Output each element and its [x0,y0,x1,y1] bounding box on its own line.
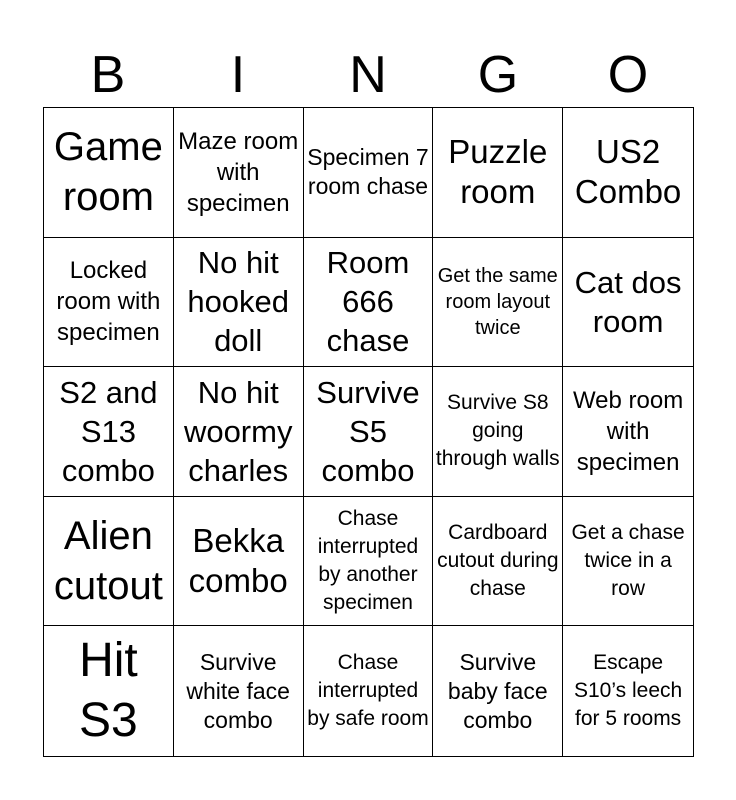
bingo-cell-r2-c5[interactable] [563,238,693,368]
bingo-cell-r1-c1[interactable] [44,108,174,238]
cell-label: Chase interrupted by another specimen [317,507,419,615]
bingo-cell-r3-c5[interactable] [563,367,693,497]
header-letter-i: I [230,46,246,104]
cell-label: Bekka combo [188,522,288,600]
cell-label: Alien cutout [53,514,163,609]
cell-label: S2 and S13 combo [59,374,158,488]
cell-label: Hit S3 [79,634,138,748]
cell-label: Survive S8 going through walls [435,391,560,471]
bingo-cell-r2-c1[interactable] [44,238,174,368]
bingo-cell-r1-c4[interactable] [433,108,563,238]
header-letter-n: N [349,46,387,104]
cell-label: Survive white face combo [186,648,290,733]
bingo-cell-r2-c2[interactable] [174,238,304,368]
cell-label: Specimen 7 room chase [307,144,429,200]
cell-label: Chase interrupted by safe room [307,651,429,731]
bingo-cell-r1-c3[interactable] [304,108,434,238]
cell-label: US2 Combo [574,133,682,211]
bingo-cell-r5-c5[interactable] [563,626,693,756]
cell-label: No hit woormy charles [183,374,293,488]
cell-label: Survive baby face combo [447,648,548,733]
bingo-cell-r4-c4[interactable] [433,497,563,627]
bingo-cell-r4-c5[interactable] [563,497,693,627]
cell-label: Locked room with specimen [56,257,161,347]
bingo-cell-r3-c4[interactable] [433,367,563,497]
cell-label: Room 666 chase [326,245,410,359]
cell-label: No hit hooked doll [187,245,290,359]
bingo-header [43,42,693,108]
bingo-cell-r1-c2[interactable] [174,108,304,238]
cell-label: Survive S5 combo [316,374,420,488]
bingo-cell-r4-c1[interactable] [44,497,174,627]
cell-label: Cardboard cutout during chase [437,521,559,601]
cell-label: Maze room with specimen [178,127,299,217]
cell-label: Escape S10’s leech for 5 rooms [573,651,683,731]
bingo-board [43,107,694,757]
bingo-cell-r5-c4[interactable] [433,626,563,756]
cell-label: Get a chase twice in a row [571,521,685,601]
bingo-cell-r1-c5[interactable] [563,108,693,238]
header-letter-g: G [477,46,519,104]
header-letter-b: B [90,46,126,104]
bingo-cell-r4-c3[interactable] [304,497,434,627]
cell-label: Game room [53,125,163,220]
cell-label: Puzzle room [448,133,548,211]
bingo-cell-r3-c2[interactable] [174,367,304,497]
bingo-cell-r3-c3[interactable] [304,367,434,497]
cell-label: Web room with specimen [572,386,684,476]
cell-label: Cat dos room [574,264,682,339]
cell-label: Get the same room layout twice [437,264,558,339]
bingo-cell-r2-c3[interactable] [304,238,434,368]
bingo-cell-r4-c2[interactable] [174,497,304,627]
bingo-cell-r5-c2[interactable] [174,626,304,756]
bingo-cell-r5-c1[interactable] [44,626,174,756]
header-letter-o: O [607,46,649,104]
bingo-cell-r5-c3[interactable] [304,626,434,756]
bingo-cell-r2-c4[interactable] [433,238,563,368]
bingo-cell-r3-c1[interactable] [44,367,174,497]
